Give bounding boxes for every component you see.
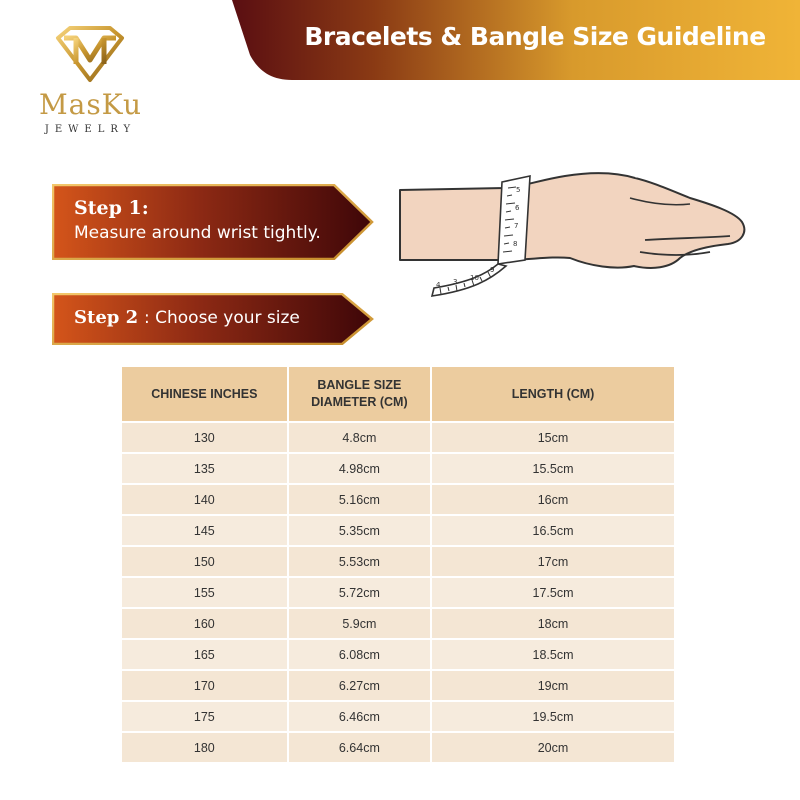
table-cell: 17cm	[432, 547, 674, 576]
table-row	[122, 640, 674, 669]
hand-icon	[390, 160, 755, 300]
wrist-measure-illustration	[390, 160, 755, 300]
table-row	[122, 578, 674, 607]
tape-number: 6	[515, 204, 520, 212]
table-cell: 170	[122, 671, 287, 700]
table-row	[122, 609, 674, 638]
table-cell: 15cm	[432, 423, 674, 452]
column-header: BANGLE SIZE DIAMETER (CM)	[289, 367, 430, 421]
column-header: LENGTH (CM)	[432, 367, 674, 421]
step-1-label: Step 1:	[74, 197, 149, 219]
tape-number: 5	[516, 186, 521, 194]
table-cell: 6.46cm	[289, 702, 430, 731]
tape-number: 4	[436, 281, 441, 289]
table-cell: 160	[122, 609, 287, 638]
table-cell: 6.27cm	[289, 671, 430, 700]
table-row	[122, 702, 674, 731]
table-cell: 6.08cm	[289, 640, 430, 669]
table-cell: 180	[122, 733, 287, 762]
page-title: Bracelets & Bangle Size Guideline	[304, 22, 766, 51]
table-row	[122, 516, 674, 545]
table-cell: 19cm	[432, 671, 674, 700]
table-row	[122, 454, 674, 483]
step-2-banner	[52, 293, 374, 345]
column-header: CHINESE INCHES	[122, 367, 287, 421]
tape-number: 3	[453, 278, 458, 286]
step-1-banner	[52, 184, 374, 260]
table-cell: 16.5cm	[432, 516, 674, 545]
table-cell: 15.5cm	[432, 454, 674, 483]
table-row	[122, 671, 674, 700]
table-cell: 5.16cm	[289, 485, 430, 514]
tape-number: 9	[490, 266, 495, 274]
table-cell: 19.5cm	[432, 702, 674, 731]
table-header-row	[122, 367, 674, 421]
table-cell: 17.5cm	[432, 578, 674, 607]
diamond-m-icon	[50, 24, 130, 84]
brand-logo	[28, 24, 153, 144]
step-1-arrow-shape	[52, 184, 374, 260]
tape-number: 10	[470, 274, 479, 282]
table-row	[122, 733, 674, 762]
table-cell: 5.9cm	[289, 609, 430, 638]
table-cell: 5.53cm	[289, 547, 430, 576]
tape-number: 8	[513, 240, 518, 248]
table-cell: 130	[122, 423, 287, 452]
table-cell: 150	[122, 547, 287, 576]
brand-name: MasKu	[38, 88, 143, 121]
size-table	[120, 365, 676, 764]
step-2-text: : Choose your size	[144, 308, 300, 328]
table-cell: 5.35cm	[289, 516, 430, 545]
table-cell: 20cm	[432, 733, 674, 762]
table-cell: 18cm	[432, 609, 674, 638]
table-cell: 140	[122, 485, 287, 514]
table-cell: 6.64cm	[289, 733, 430, 762]
table-cell: 155	[122, 578, 287, 607]
table-row	[122, 547, 674, 576]
table-cell: 16cm	[432, 485, 674, 514]
table-cell: 165	[122, 640, 287, 669]
step-1-text: Measure around wrist tightly.	[74, 223, 321, 243]
brand-subtitle: JEWELRY	[44, 124, 137, 135]
table-cell: 4.98cm	[289, 454, 430, 483]
table-cell: 18.5cm	[432, 640, 674, 669]
table-cell: 4.8cm	[289, 423, 430, 452]
table-row	[122, 485, 674, 514]
table-row	[122, 423, 674, 452]
table-cell: 145	[122, 516, 287, 545]
table-cell: 5.72cm	[289, 578, 430, 607]
table-cell: 135	[122, 454, 287, 483]
table-cell: 175	[122, 702, 287, 731]
tape-number: 7	[514, 222, 519, 230]
step-2-label: Step 2	[74, 307, 139, 328]
